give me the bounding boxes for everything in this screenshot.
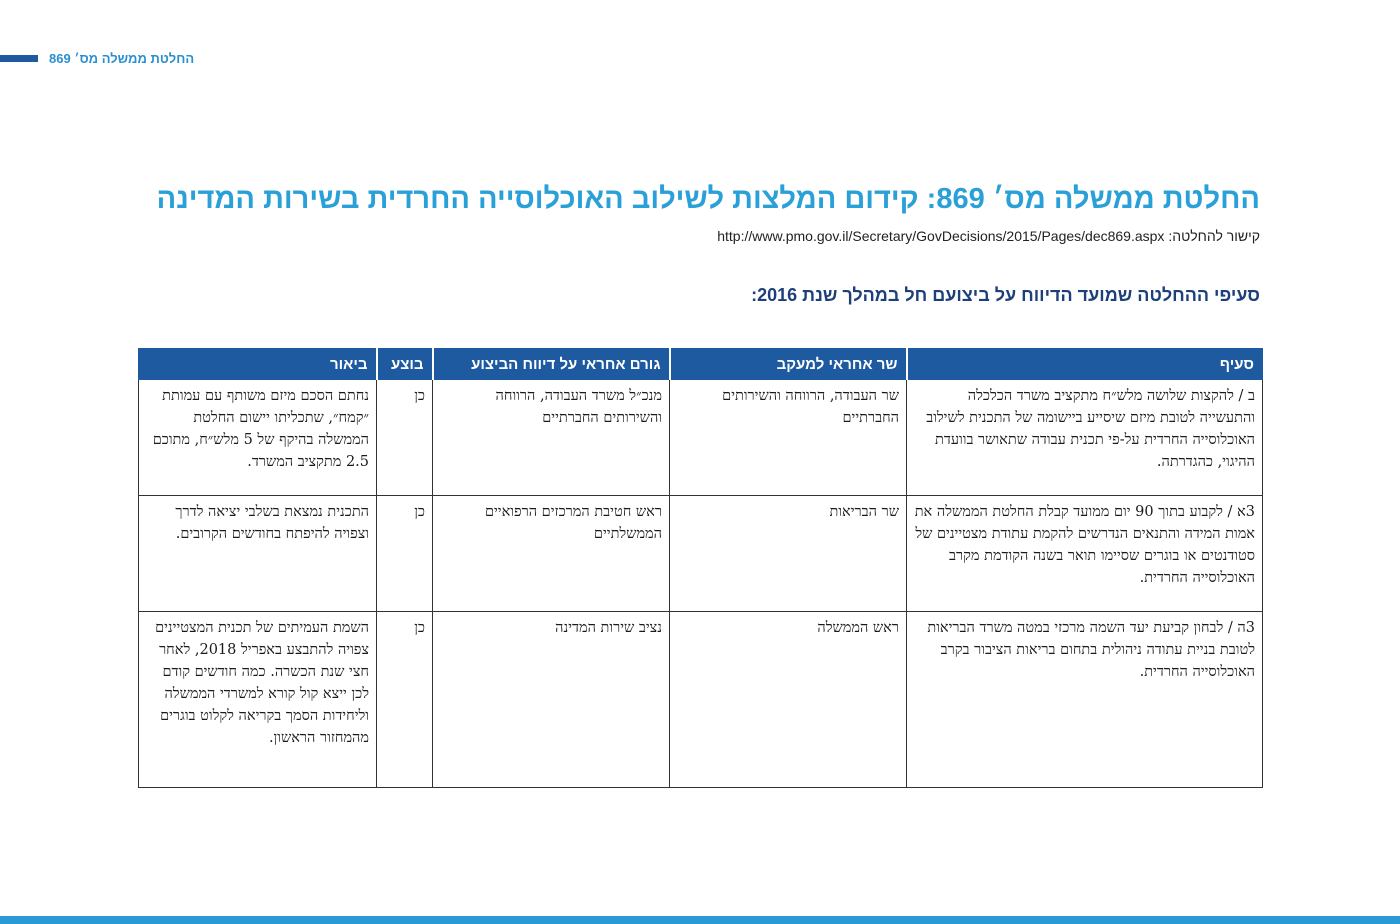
- decisions-table-wrapper: [138, 348, 1262, 788]
- cell-minister: ראש הממשלה: [670, 612, 907, 788]
- cell-reporter: נציב שירות המדינה: [433, 612, 670, 788]
- table-row: [139, 380, 1263, 496]
- running-header: [0, 48, 194, 68]
- link-label: קישור להחלטה:: [1168, 228, 1260, 244]
- footer-bar: [0, 916, 1400, 924]
- header-done: בוצע: [377, 349, 433, 380]
- page-title: החלטת ממשלה מס׳ 869: קידום המלצות לשילוב האוכלוסייה החרדית בשירות המדינה: [156, 183, 1260, 215]
- cell-minister: שר העבודה, הרווחה והשירותים החברתיים: [670, 380, 907, 496]
- header-accent-bar: [0, 55, 38, 62]
- cell-minister: שר הבריאות: [670, 496, 907, 612]
- header-explanation: ביאור: [139, 349, 377, 380]
- cell-explanation: התכנית נמצאת בשלבי יציאה לדרך וצפויה להיפתח בחודשים הקרובים.: [139, 496, 377, 612]
- cell-explanation: השמת העמיתים של תכנית המצטיינים צפויה להתבצע באפריל 2018, לאחר חצי שנת הכשרה. כמה חודשים קודם לכן ייצא קול קורא למשרדי הממשלה וליחידות הסמך בקריאה לקלוט בוגרים מהמחזור הראשון.: [139, 612, 377, 788]
- cell-section: ב / להקצות שלושה מלש״ח מתקציב משרד הכלכלה והתעשייה לטובת מיזם שיסייע ביישומה של התכנית לשילוב האוכלוסייה החרדית על-פי תכנית עבודה שתאושר בוועדת ההיגוי, כהגדרתה.: [907, 380, 1263, 496]
- decisions-table: [138, 348, 1263, 788]
- decision-link[interactable]: http://www.pmo.gov.il/Secretary/GovDecisions/2015/Pages/dec869.aspx: [717, 228, 1165, 244]
- cell-explanation: נחתם הסכם מיזם משותף עם עמותת ״קמח״, שתכליתו יישום החלטת הממשלה בהיקף של 5 מלש״ח, מתוכם 2.5 מתקציב המשרד.: [139, 380, 377, 496]
- cell-section: 3ה / לבחון קביעת יעד השמה מרכזי במטה משרד הבריאות לטובת בניית עתודה ניהולית בתחום בריאות הציבור בקרב האוכלוסייה החרדית.: [907, 612, 1263, 788]
- header-minister: שר אחראי למעקב: [670, 349, 907, 380]
- cell-done: כן: [377, 380, 433, 496]
- decision-link-line: [260, 228, 1260, 244]
- header-section: סעיף: [907, 349, 1263, 380]
- cell-section: 3א / לקבוע בתוך 90 יום ממועד קבלת החלטת הממשלה את אמות המידה והתנאים הנדרשים להקמת עתודת מצטיינים של סטודנטים או בוגרים שסיימו תואר בשנה הקודמת מקרב האוכלוסייה החרדית.: [907, 496, 1263, 612]
- header-reporter: גורם אחראי על דיווח הביצוע: [433, 349, 670, 380]
- table-row: [139, 612, 1263, 788]
- running-header-text: החלטת ממשלה מס׳ 869: [49, 50, 195, 66]
- cell-done: כן: [377, 496, 433, 612]
- cell-reporter: מנכ״ל משרד העבודה, הרווחה והשירותים החברתיים: [433, 380, 670, 496]
- section-heading: סעיפי ההחלטה שמועד הדיווח על ביצועם חל במהלך שנת 2016:: [751, 285, 1260, 305]
- cell-done: כן: [377, 612, 433, 788]
- table-header-row: [139, 349, 1263, 380]
- table-row: [139, 496, 1263, 612]
- cell-reporter: ראש חטיבת המרכזים הרפואיים הממשלתיים: [433, 496, 670, 612]
